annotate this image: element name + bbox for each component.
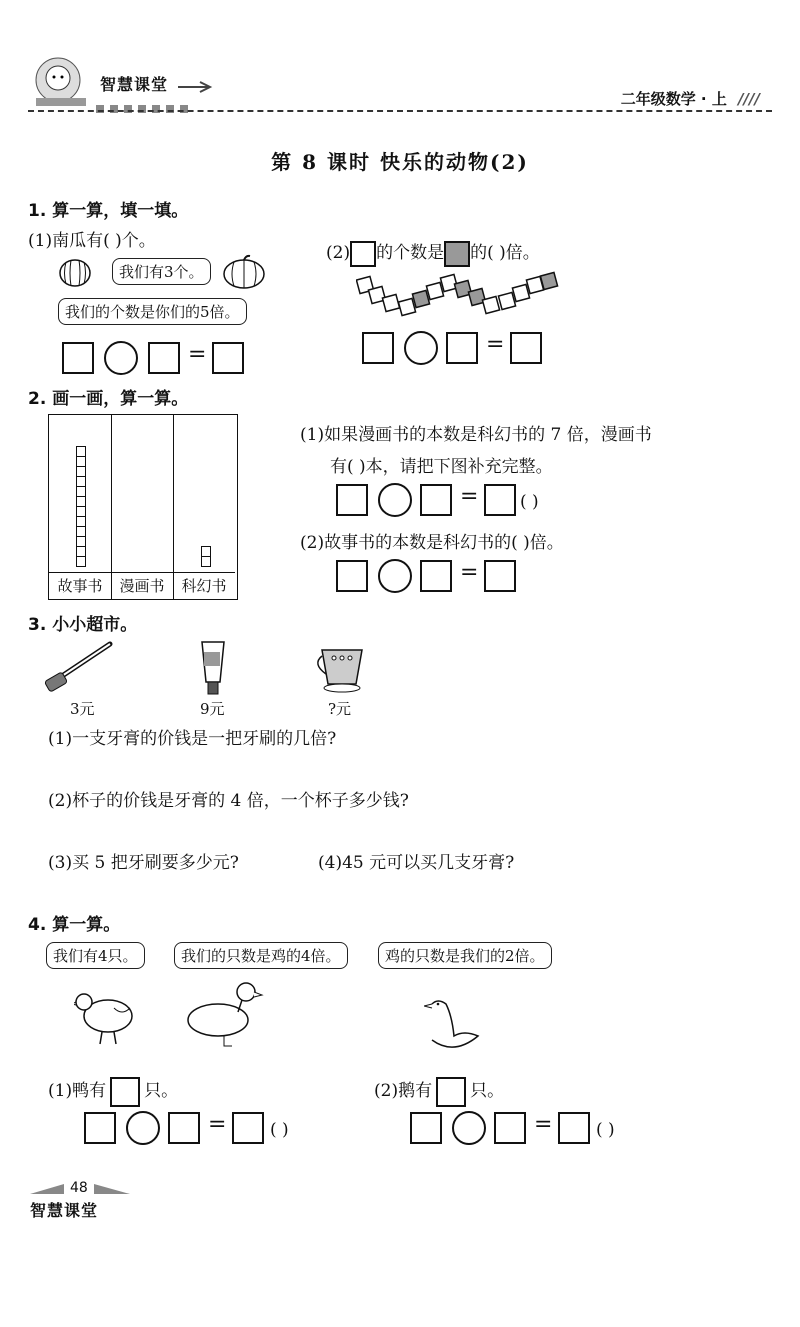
unit-paren[interactable]: ( )	[596, 1120, 615, 1140]
q2-part2: (2)故事书的本数是科幻书的( )倍。	[300, 533, 564, 553]
story-book-stack	[76, 447, 86, 567]
equals-sign: =	[208, 1112, 227, 1137]
answer-box[interactable]	[336, 560, 368, 592]
header-dots	[96, 98, 206, 117]
chart-label-story: 故事书	[49, 572, 111, 599]
q3-part2: (2)杯子的价钱是牙膏的 4 倍，一个杯子多少钱?	[48, 791, 409, 811]
page-title: 第 8 课时 快乐的动物(2)	[271, 150, 529, 174]
answer-box[interactable]	[410, 1112, 442, 1144]
cup-icon	[314, 644, 370, 700]
q3-heading: 3. 小小超市。	[28, 615, 138, 635]
speech-bubble-goose: 鸡的只数是我们的2倍。	[378, 942, 552, 969]
header-stripes: ////	[738, 90, 760, 108]
q4-part1	[48, 1076, 178, 1107]
q4-part1-prefix: (1)鸭有	[48, 1081, 107, 1101]
speech-bubble-pumpkin: 我们的个数是你们的5倍。	[58, 298, 247, 325]
q2-part1-line1: (1)如果漫画书的本数是科幻书的 7 倍，漫画书	[300, 425, 652, 445]
q3-part4: (4)45 元可以买几支牙膏?	[318, 853, 515, 873]
square-chain-figure	[356, 270, 566, 324]
unit-paren[interactable]: ( )	[270, 1120, 289, 1140]
answer-box[interactable]	[62, 342, 94, 374]
scifi-book-stack	[201, 547, 211, 567]
answer-box[interactable]	[484, 484, 516, 516]
operator-circle[interactable]	[378, 483, 412, 517]
q1-heading: 1. 算一算，填一填。	[28, 201, 189, 221]
operator-circle[interactable]	[404, 331, 438, 365]
equals-sign: =	[486, 332, 505, 357]
speech-bubble-chicken: 我们有4只。	[46, 942, 145, 969]
watermelon-icon	[58, 258, 92, 292]
answer-box[interactable]	[446, 332, 478, 364]
q2-part1-line2: 有( )本，请把下图补充完整。	[330, 457, 553, 477]
q1-part1: (1)南瓜有( )个。	[28, 231, 156, 251]
chicken-icon	[74, 988, 136, 1052]
book-chart	[48, 414, 238, 600]
speech-bubble-duck: 我们的只数是鸡的4倍。	[174, 942, 348, 969]
q4-part2-suffix: 只。	[470, 1081, 505, 1101]
q4-heading: 4. 算一算。	[28, 915, 121, 935]
answer-box[interactable]	[510, 332, 542, 364]
operator-circle[interactable]	[378, 559, 412, 593]
header-brand: 智慧课堂	[100, 75, 169, 94]
price-toothbrush: 3元	[70, 700, 95, 718]
answer-box[interactable]	[484, 560, 516, 592]
answer-box[interactable]	[420, 560, 452, 592]
q4-part2	[374, 1076, 504, 1107]
equals-sign: =	[188, 342, 207, 367]
toothbrush-icon	[44, 640, 114, 696]
answer-box[interactable]	[148, 342, 180, 374]
q4-part2-prefix: (2)鹅有	[374, 1081, 433, 1101]
q1-part2-suffix: 的( )倍。	[470, 243, 540, 263]
header-divider	[28, 110, 772, 112]
q2-heading: 2. 画一画，算一算。	[28, 389, 189, 409]
answer-box[interactable]	[362, 332, 394, 364]
duck-icon	[184, 978, 264, 1054]
arrow-icon	[178, 78, 214, 97]
equals-sign: =	[534, 1112, 553, 1137]
answer-box[interactable]	[420, 484, 452, 516]
answer-box[interactable]	[232, 1112, 264, 1144]
answer-box[interactable]	[84, 1112, 116, 1144]
q1-part2-middle: 的个数是	[376, 243, 445, 263]
equals-sign: =	[460, 560, 479, 585]
header-logo	[26, 54, 96, 110]
answer-box[interactable]	[558, 1112, 590, 1144]
answer-box-inline[interactable]	[436, 1077, 466, 1107]
q3-part1: (1)一支牙膏的价钱是一把牙刷的几倍?	[48, 729, 337, 749]
gray-square-icon	[444, 241, 470, 267]
answer-box[interactable]	[168, 1112, 200, 1144]
price-toothpaste: 9元	[200, 700, 225, 718]
page-number: 48	[70, 1180, 88, 1196]
book-unit	[201, 556, 211, 567]
q1-part2-prefix: (2)	[326, 243, 351, 263]
speech-bubble-watermelon: 我们有3个。	[112, 258, 211, 285]
price-cup: ?元	[328, 700, 352, 718]
operator-circle[interactable]	[104, 341, 138, 375]
answer-box-inline[interactable]	[110, 1077, 140, 1107]
q3-part3: (3)买 5 把牙刷要多少元?	[48, 853, 239, 873]
unit-paren[interactable]: ( )	[520, 492, 539, 512]
white-square-icon	[350, 241, 376, 267]
header-subject	[621, 88, 760, 109]
q4-part1-suffix: 只。	[144, 1081, 179, 1101]
chart-label-scifi: 科幻书	[173, 572, 235, 599]
q1-part2	[326, 238, 540, 267]
goose-icon	[424, 996, 484, 1060]
equals-sign: =	[460, 484, 479, 509]
book-unit	[76, 556, 86, 567]
toothpaste-icon	[198, 638, 228, 702]
operator-circle[interactable]	[452, 1111, 486, 1145]
subject-label: 二年级数学 · 上	[620, 90, 727, 108]
answer-box[interactable]	[212, 342, 244, 374]
pumpkin-icon	[222, 254, 266, 294]
operator-circle[interactable]	[126, 1111, 160, 1145]
answer-box[interactable]	[336, 484, 368, 516]
answer-box[interactable]	[494, 1112, 526, 1144]
footer-brand: 智慧课堂	[30, 1201, 99, 1220]
chart-label-comic: 漫画书	[111, 572, 173, 599]
